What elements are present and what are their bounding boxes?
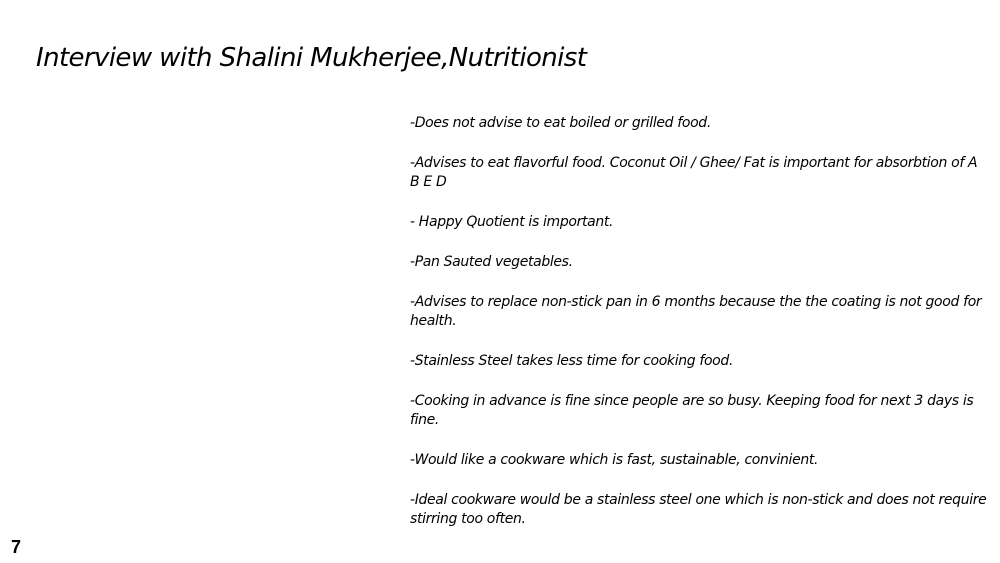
note-item: -Advises to eat flavorful food. Coconut Oil / Ghee/ Fat is important for absorbtion of A B E D bbox=[410, 155, 978, 190]
note-item: -Ideal cookware would be a stainless steel one which is non-stick and does not require stirring too often. bbox=[410, 492, 987, 527]
note-item: -Cooking in advance is fine since people are so busy. Keeping food for next 3 days is fine. bbox=[410, 393, 974, 428]
slide-title: Interview with Shalini Mukherjee,Nutritionist bbox=[36, 43, 587, 73]
note-item: -Pan Sauted vegetables. bbox=[410, 254, 573, 270]
note-item: -Does not advise to eat boiled or grilled food. bbox=[410, 115, 711, 131]
note-item: - Happy Quotient is important. bbox=[410, 214, 614, 230]
note-item: -Would like a cookware which is fast, sustainable, convinient. bbox=[410, 452, 819, 468]
interview-notes-list bbox=[410, 114, 988, 550]
note-item: -Stainless Steel takes less time for cooking food. bbox=[410, 353, 734, 369]
note-item: -Advises to replace non-stick pan in 6 months because the the coating is not good for health. bbox=[410, 294, 982, 329]
page-number: 7 bbox=[11, 537, 22, 557]
